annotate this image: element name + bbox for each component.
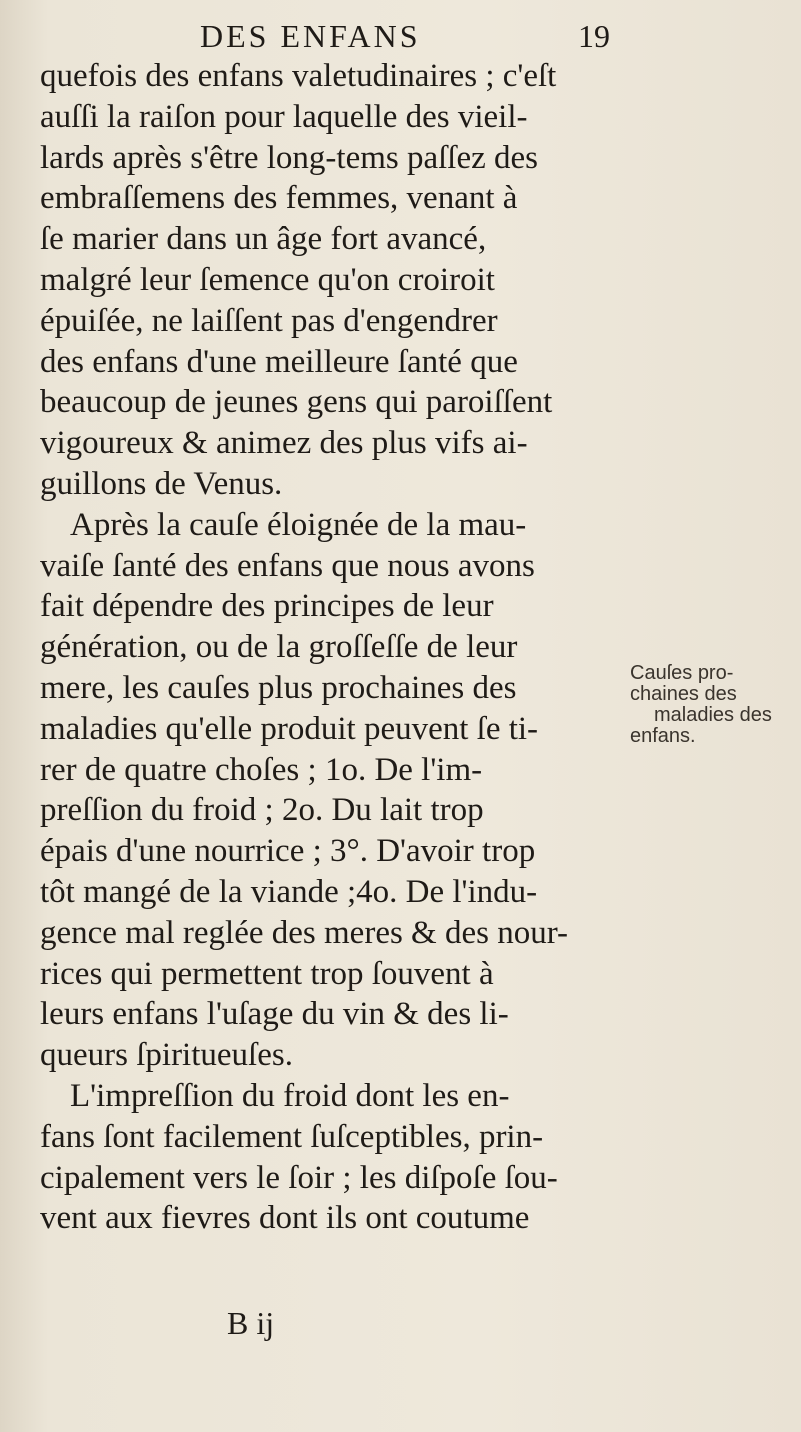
running-title: DES ENFANS [200, 18, 421, 54]
text-line: tôt mangé de la viande ;4o. De l'indu- [40, 873, 538, 910]
text-line: gence mal reglée des meres & des nour- [40, 914, 569, 951]
text-line: épuiſée, ne laiſſent pas d'engendrer [40, 302, 498, 339]
margin-line: Cauſes pro- [630, 662, 734, 684]
text-line: leurs enfans l'uſage du vin & des li- [40, 996, 509, 1033]
margin-line: chaines des [630, 683, 737, 705]
text-line: rices qui permettent trop ſouvent à [40, 955, 494, 992]
text-line: rer de quatre choſes ; 1o. De l'im- [40, 751, 483, 788]
body-text [40, 56, 620, 1239]
text-line: fans ſont facilement ſuſceptibles, prin- [40, 1118, 544, 1155]
text-line: des enfans d'une meilleure ſanté que [40, 343, 518, 380]
text-line: ſe marier dans un âge fort avancé, [40, 221, 487, 258]
text-line: malgré leur ſemence qu'on croiroit [40, 261, 495, 298]
paragraph-start-line: L'impreſſion du froid dont les en- [70, 1077, 510, 1114]
text-line: cipalement vers le ſoir ; les diſpoſe ſou- [40, 1159, 558, 1196]
text-line: génération, ou de la groſſeſſe de leur [40, 629, 518, 666]
text-line: mere, les cauſes plus prochaines des [40, 669, 517, 706]
signature-mark: B ij [227, 1305, 275, 1341]
text-line: vent aux fievres dont ils ont coutume [40, 1200, 530, 1237]
paragraph-start-line: Après la cauſe éloignée de la mau- [70, 506, 527, 543]
text-line: auſſi la raiſon pour laquelle des vieil- [40, 98, 528, 135]
text-line: maladies qu'elle produit peuvent ſe ti- [40, 710, 539, 747]
marginal-note [630, 663, 795, 747]
text-line: lards après s'être long-tems paſſez des [40, 139, 539, 176]
page-number: 19 [578, 18, 610, 54]
text-line: queurs ſpiritueuſes. [40, 1037, 293, 1074]
text-line: embraſſemens des femmes, venant à [40, 180, 518, 217]
text-line: quefois des enfans valetudinaires ; c'eſt [40, 58, 557, 94]
text-line: fait dépendre des principes de leur [40, 588, 494, 625]
running-head [200, 18, 670, 58]
text-line: vigoureux & animez des plus vifs ai- [40, 425, 528, 462]
text-line: beaucoup de jeunes gens qui paroiſſent [40, 384, 553, 421]
margin-line: enfans. [630, 725, 696, 747]
text-line: preſſion du froid ; 2o. Du lait trop [40, 792, 484, 829]
text-line: vaiſe ſanté des enfans que nous avons [40, 547, 535, 584]
margin-line: maladies des [654, 704, 772, 726]
text-line: épais d'une nourrice ; 3°. D'avoir trop [40, 833, 536, 870]
text-line: guillons de Venus. [40, 465, 283, 502]
